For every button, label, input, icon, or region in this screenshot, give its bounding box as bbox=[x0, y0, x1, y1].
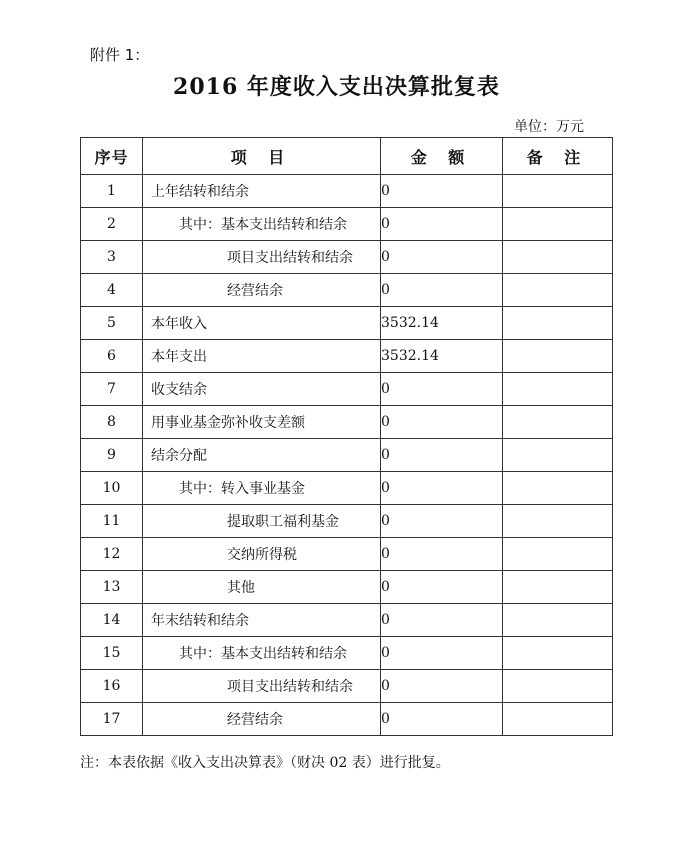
row-number-cell: 17 bbox=[81, 703, 143, 736]
row-amount-cell: 0 bbox=[381, 538, 503, 571]
row-number-cell: 2 bbox=[81, 208, 143, 241]
row-remark-cell bbox=[503, 472, 613, 505]
row-remark-cell bbox=[503, 373, 613, 406]
row-item-cell: 上年结转和结余 bbox=[143, 175, 381, 208]
row-item-cell: 年末结转和结余 bbox=[143, 604, 381, 637]
row-number-cell: 11 bbox=[81, 505, 143, 538]
table-row bbox=[81, 340, 613, 373]
row-remark-cell bbox=[503, 406, 613, 439]
row-amount-cell: 0 bbox=[381, 505, 503, 538]
attachment-label: 附件 1： bbox=[90, 46, 150, 64]
row-item-cell: 提取职工福利基金 bbox=[143, 505, 381, 538]
row-amount-cell: 0 bbox=[381, 637, 503, 670]
row-item-cell: 结余分配 bbox=[143, 439, 381, 472]
row-remark-cell bbox=[503, 505, 613, 538]
row-amount-cell: 3532.14 bbox=[381, 340, 503, 373]
table-body bbox=[81, 175, 613, 736]
row-item-cell: 项目支出结转和结余 bbox=[143, 241, 381, 274]
row-number-cell: 14 bbox=[81, 604, 143, 637]
header-remark: 备 注 bbox=[503, 138, 613, 175]
row-amount-cell: 0 bbox=[381, 670, 503, 703]
row-item-cell: 本年支出 bbox=[143, 340, 381, 373]
row-remark-cell bbox=[503, 439, 613, 472]
approval-table bbox=[80, 137, 613, 736]
table-row bbox=[81, 505, 613, 538]
table-row bbox=[81, 439, 613, 472]
row-item-cell: 经营结余 bbox=[143, 274, 381, 307]
table-row bbox=[81, 538, 613, 571]
table-row bbox=[81, 274, 613, 307]
row-remark-cell bbox=[503, 208, 613, 241]
row-item-cell: 项目支出结转和结余 bbox=[143, 670, 381, 703]
header-item: 项 目 bbox=[143, 138, 381, 175]
row-item-cell: 其他 bbox=[143, 571, 381, 604]
row-remark-cell bbox=[503, 670, 613, 703]
table-row bbox=[81, 307, 613, 340]
table-row bbox=[81, 175, 613, 208]
header-amount: 金 额 bbox=[381, 138, 503, 175]
row-number-cell: 5 bbox=[81, 307, 143, 340]
row-remark-cell bbox=[503, 274, 613, 307]
table-header-row bbox=[81, 138, 613, 175]
row-amount-cell: 0 bbox=[381, 604, 503, 637]
row-remark-cell bbox=[503, 637, 613, 670]
row-number-cell: 12 bbox=[81, 538, 143, 571]
row-number-cell: 4 bbox=[81, 274, 143, 307]
row-amount-cell: 3532.14 bbox=[381, 307, 503, 340]
row-amount-cell: 0 bbox=[381, 439, 503, 472]
row-remark-cell bbox=[503, 571, 613, 604]
row-number-cell: 9 bbox=[81, 439, 143, 472]
row-remark-cell bbox=[503, 175, 613, 208]
row-remark-cell bbox=[503, 604, 613, 637]
row-item-cell: 其中：转入事业基金 bbox=[143, 472, 381, 505]
page-title: 2016 年度收入支出决算批复表 bbox=[173, 74, 500, 100]
row-remark-cell bbox=[503, 703, 613, 736]
table-row bbox=[81, 637, 613, 670]
row-amount-cell: 0 bbox=[381, 571, 503, 604]
row-number-cell: 15 bbox=[81, 637, 143, 670]
row-amount-cell: 0 bbox=[381, 373, 503, 406]
table-row bbox=[81, 604, 613, 637]
table-row bbox=[81, 208, 613, 241]
unit-label: 单位：万元 bbox=[514, 119, 584, 135]
row-item-cell: 收支结余 bbox=[143, 373, 381, 406]
row-item-cell: 用事业基金弥补收支差额 bbox=[143, 406, 381, 439]
table-row bbox=[81, 406, 613, 439]
footnote: 注：本表依据《收入支出决算表》（财决 02 表）进行批复。 bbox=[80, 755, 450, 771]
row-amount-cell: 0 bbox=[381, 274, 503, 307]
table-row bbox=[81, 241, 613, 274]
row-remark-cell bbox=[503, 307, 613, 340]
row-amount-cell: 0 bbox=[381, 472, 503, 505]
table-row bbox=[81, 373, 613, 406]
row-number-cell: 13 bbox=[81, 571, 143, 604]
row-number-cell: 10 bbox=[81, 472, 143, 505]
row-amount-cell: 0 bbox=[381, 175, 503, 208]
table-row bbox=[81, 472, 613, 505]
header-seq: 序号 bbox=[81, 138, 143, 175]
row-number-cell: 8 bbox=[81, 406, 143, 439]
row-amount-cell: 0 bbox=[381, 406, 503, 439]
row-number-cell: 3 bbox=[81, 241, 143, 274]
row-remark-cell bbox=[503, 241, 613, 274]
table-row bbox=[81, 670, 613, 703]
row-number-cell: 16 bbox=[81, 670, 143, 703]
row-number-cell: 1 bbox=[81, 175, 143, 208]
row-remark-cell bbox=[503, 340, 613, 373]
row-item-cell: 其中：基本支出结转和结余 bbox=[143, 637, 381, 670]
row-amount-cell: 0 bbox=[381, 241, 503, 274]
row-item-cell: 本年收入 bbox=[143, 307, 381, 340]
row-item-cell: 经营结余 bbox=[143, 703, 381, 736]
row-item-cell: 交纳所得税 bbox=[143, 538, 381, 571]
row-amount-cell: 0 bbox=[381, 703, 503, 736]
row-amount-cell: 0 bbox=[381, 208, 503, 241]
table-row bbox=[81, 571, 613, 604]
row-number-cell: 7 bbox=[81, 373, 143, 406]
table-row bbox=[81, 703, 613, 736]
row-number-cell: 6 bbox=[81, 340, 143, 373]
row-remark-cell bbox=[503, 538, 613, 571]
row-item-cell: 其中：基本支出结转和结余 bbox=[143, 208, 381, 241]
